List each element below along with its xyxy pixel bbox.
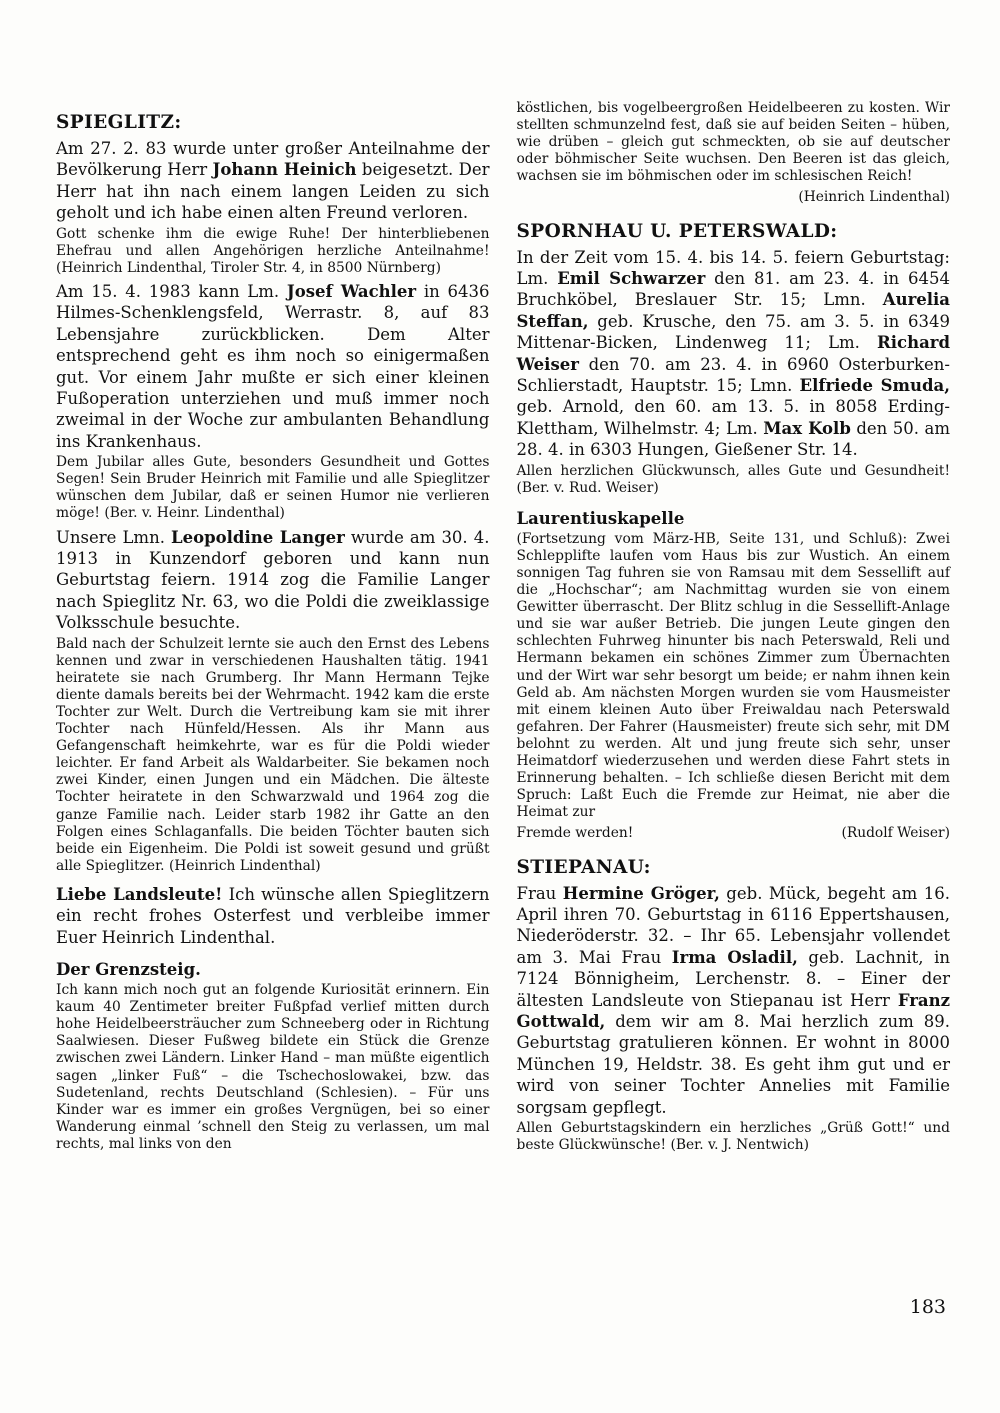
text-run: Bald nach der Schulzeit lernte sie auch den Ernst des Lebens kennen und zwar in verschiedenen Haushalten tätig. 1941 heiratete sie nach Grumberg. Ihr Mann Hermann Tejke diente damals bereits bei der Wehrmacht. 1942 kam die erste Tochter zur Welt. Durch die Vertreibung kam sie mit ihrer Tochter nach Hünfeld/Hessen. Als ihr Mann aus Gefangenschaft heimkehrte, war es für die Poldi wieder leichter. Er fand Arbeit als Waldarbeiter. Sie bekamen noch zwei Kinder, einen Jungen und ein Mädchen. Die älteste Tochter heiratete in den Schwarzwald und 1964 zog die ganze Familie nach. Leider starb 1982 ihr Gatte an den Folgen eines Schlaganfalls. Die beiden Töchter bauten sich beide ein Eigenheim. Die Poldi ist soweit gesund und grüßt alle Spieglitzer. (Heinrich Lindenthal)	[56, 635, 490, 874]
text-run: Dem Jubilar alles Gute, besonders Gesundheit und Gottes Segen! Sein Bruder Heinrich mit Familie und alle Spieglitzer wünschen dem Jubilar, daß er seinen Humor nie verlieren möge! (Ber. v. Heinr. Lindenthal)	[56, 454, 490, 522]
text-run: (Rudolf Weiser)	[841, 825, 950, 842]
two-column-layout	[56, 98, 950, 1158]
bold-text-run: Leopoldine Langer	[171, 527, 345, 547]
bold-text-run: Hermine Gröger,	[562, 883, 720, 903]
bold-text-run: Franz Gottwald,	[516, 990, 950, 1031]
bold-text-run: STIEPANAU:	[516, 856, 651, 878]
text-run: wurde am 30. 4. 1913 in Kunzendorf geboren und kann nun Geburtstag feiern. 1914 zog die Familie Langer nach Spieglitz Nr. 63, wo die Poldi die zweiklassige Volksschule besuchte.	[56, 527, 490, 633]
text-run: Allen herzlichen Glückwunsch, alles Gute und Gesundheit! (Ber. v. Rud. Weiser)	[516, 462, 950, 496]
text-run: den 70. am 23. 4. in 6960 Osterburken-Schlierstadt, Hauptstr. 15; Lmn.	[516, 354, 950, 395]
text-run: köstlichen, bis vogelbeergroßen Heidelbeeren zu kosten. Wir stellten schmunzelnd fest, daß sie auf beiden Seiten – hüben, wie drüben – gleich gut schmeckten, ob sie auf deutscher oder böhmischer Seite wuchsen. Den Beeren ist das gleich, wachsen sie im böhmischen oder im schlesischen Reich!	[516, 100, 950, 185]
laurentiuskapelle-story	[517, 531, 951, 822]
bold-text-run: Elfriede Smuda,	[799, 376, 950, 395]
bold-text-run: Johann Heinich	[212, 160, 357, 180]
text-run: Unsere Lmn.	[56, 527, 172, 547]
section-heading-spieglitz	[56, 111, 490, 134]
text-run: den 81. am 23. 4. in 6454 Bruchköbel, Breslauer Str. 15; Lmn.	[516, 268, 950, 310]
text-run: Am 15. 4. 1983 kann Lm.	[56, 281, 287, 301]
bold-text-run: Richard Weiser	[516, 333, 950, 374]
bold-text-run: Laurentiuskapelle	[516, 508, 685, 528]
text-run: dem wir am 8. Mai herzlich zum 89. Geburtstag gratulieren können. Er wohnt in 8000 München 19, Heldstr. 38. Es geht ihm gut und er wird von seiner Tochter Annelies mit Familie sorgsam gepflegt.	[516, 1011, 950, 1117]
bold-text-run: Josef Wachler	[286, 281, 417, 301]
section-heading-stiepanau	[517, 856, 951, 879]
text-run: in 6436 Hilmes-Schenklengsfeld, Werrastr. 8, auf 83 Lebensjahre zurückblicken. Dem Alter entsprechend geht es ihm noch so einigermaßen gut. Vor einem Jahr mußte er sich einer kleinen Fußoperation unterziehen und muß immer noch zweimal in der Woche zur ambulanten Behandlung ins Krankenhaus.	[56, 281, 490, 451]
grenzsteig-story-part1	[56, 982, 490, 1153]
birthday-leopoldine-langer	[56, 527, 490, 634]
text-run: (Heinrich Lindenthal)	[798, 189, 950, 206]
text-run: geb. Krusche, den 75. am 3. 5. in 6349 Mittenar-Bicken, Lindenweg 11; Lm.	[516, 311, 950, 353]
obituary-johann-heinich	[56, 138, 490, 224]
stiepanau-birthday-list	[517, 883, 951, 1118]
grenzsteig-signature	[517, 189, 951, 206]
text-run: Ich wünsche allen Spieglitzern ein recht frohes Osterfest und verbleibe immer Euer Heinrich Lindenthal.	[56, 884, 490, 947]
grenzsteig-heading	[56, 959, 490, 980]
bold-text-run: SPORNHAU U. PETERSWALD:	[516, 220, 838, 242]
bold-text-run: SPIEGLITZ:	[56, 112, 182, 133]
right-column	[517, 98, 951, 1158]
wachler-congratulation-note	[56, 454, 490, 522]
text-run: Frau	[516, 883, 563, 903]
text-run: Ich kann mich noch gut an folgende Kuriosität erinnern. Ein kaum 40 Zentimeter breiter Fußpfad verlief mitten durch hohe Heidelbeersträucher zum Schneeberg oder in Richtung Saalwiesen. Dieser Fußweg bildete ein Stück die Grenze zwischen zwei Ländern. Linker Hand – man müßte eigentlich sagen „linker Fuß“ – die Tschechoslowakei, bzw. das Sudetenland, rechts Deutschland (Schlesien). – Für uns Kinder war es immer ein großes Vergnügen, bei so einer Wanderung einmal ’schnell den Steig zu verlassen, um mal rechts, mal links von den	[56, 982, 490, 1152]
text-run: Fremde werden!	[516, 825, 634, 842]
laurentiuskapelle-heading	[517, 508, 951, 529]
text-run: geb. Arnold, den 60. am 13. 5. in 8058 Erding-Klettham, Wilhelmstr. 4; Lm.	[516, 397, 950, 438]
section-heading-spornhau-peterswald	[517, 220, 951, 243]
bold-text-run: Liebe Landsleute!	[56, 884, 223, 904]
text-run: (Fortsetzung vom März-HB, Seite 131, und Schluß): Zwei Schlepplifte laufen vom Haus bis zur Wustich. An einem sonnigen Tag fuhren sie von Ramsau mit dem Sessellift auf die „Hochschar“; am Nachmittag wurden sie von einem Gewitter überrascht. Der Blitz schlug in die Sessellift-Anlage und sie war außer Betrieb. Die jungen Leute gingen den schlechten Fuhrweg hinunter bis nach Peterswald, Reli und Hermann bekamen ein schönes Zimmer zum Übernachten und der Wirt war sehr besorgt um beide; er nahm ihnen kein Geld ab. Am nächsten Morgen wurden sie vom Hausmeister mit einem kleinen Auto über Freiwaldau nach Peterswald gefahren. Der Fahrer (Hausmeister) freute sich sehr, mit DM belohnt zu werden. Alt und jung freute sich sehr, unser Heimatdorf wiederzusehen und werden diese Fahrt stets in Erinnerung behalten. – Ich schließe diesen Bericht mit dem Spruch: Laßt Euch die Fremde zur Heimat, nie aber die Heimat zur	[516, 530, 950, 821]
text-run: geb. Lachnit, in 7124 Bönnigheim, Lerchenstr. 8. – Einer der ältesten Landsleute von Stiepanau ist Herr	[516, 947, 951, 1010]
bold-text-run: Emil Schwarzer	[557, 268, 706, 288]
laurentiuskapelle-signature-line	[517, 825, 951, 842]
bold-text-run: Aurelia Steffan,	[516, 290, 950, 331]
text-run: Am 27. 2. 83 wurde unter großer Anteilnahme der Bevölkerung Herr	[56, 139, 490, 180]
bold-text-run: Der Grenzsteig.	[56, 960, 201, 980]
text-run: Allen Geburtstagskindern ein herzliches „Grüß Gott!“ und beste Glückwünsche! (Ber. v. J. Nentwich)	[516, 1119, 950, 1154]
spornhau-birthday-list	[517, 247, 951, 461]
text-run: In der Zeit vom 15. 4. bis 14. 5. feiern Geburtstag: Lm.	[516, 247, 950, 288]
text-run: den 50. am 28. 4. in 6303 Hungen, Gießener Str. 14.	[516, 418, 951, 460]
grenzsteig-story-part2	[517, 100, 951, 185]
langer-biography-note	[56, 636, 490, 875]
stiepanau-congratulation-note	[517, 1120, 951, 1154]
easter-greeting	[56, 884, 490, 948]
spornhau-congratulation-note	[517, 463, 951, 497]
text-run: Gott schenke ihm die ewige Ruhe! Der hinterbliebenen Ehefrau und allen Angehörigen herzliche Anteilnahme! (Heinrich Lindenthal, Tiroler Str. 4, in 8500 Nürnberg)	[56, 225, 490, 276]
bold-text-run: Max Kolb	[763, 418, 851, 438]
page-number: 183	[909, 1296, 946, 1318]
text-run: geb. Mück, begeht am 16. April ihren 70. Geburtstag in 6116 Eppertshausen, Niederöderstr. 32. – Ihr 65. Lebensjahr vollendet am 3. Mai Frau	[516, 883, 950, 967]
text-run: beigesetzt. Der Herr hat ihn nach einem langen Leiden zu sich geholt und ich habe einen alten Freund verloren.	[56, 160, 490, 223]
bold-text-run: Irma Osladil,	[671, 947, 798, 967]
birthday-josef-wachler	[56, 281, 490, 452]
left-column	[56, 98, 490, 1157]
condolence-note	[56, 226, 490, 277]
